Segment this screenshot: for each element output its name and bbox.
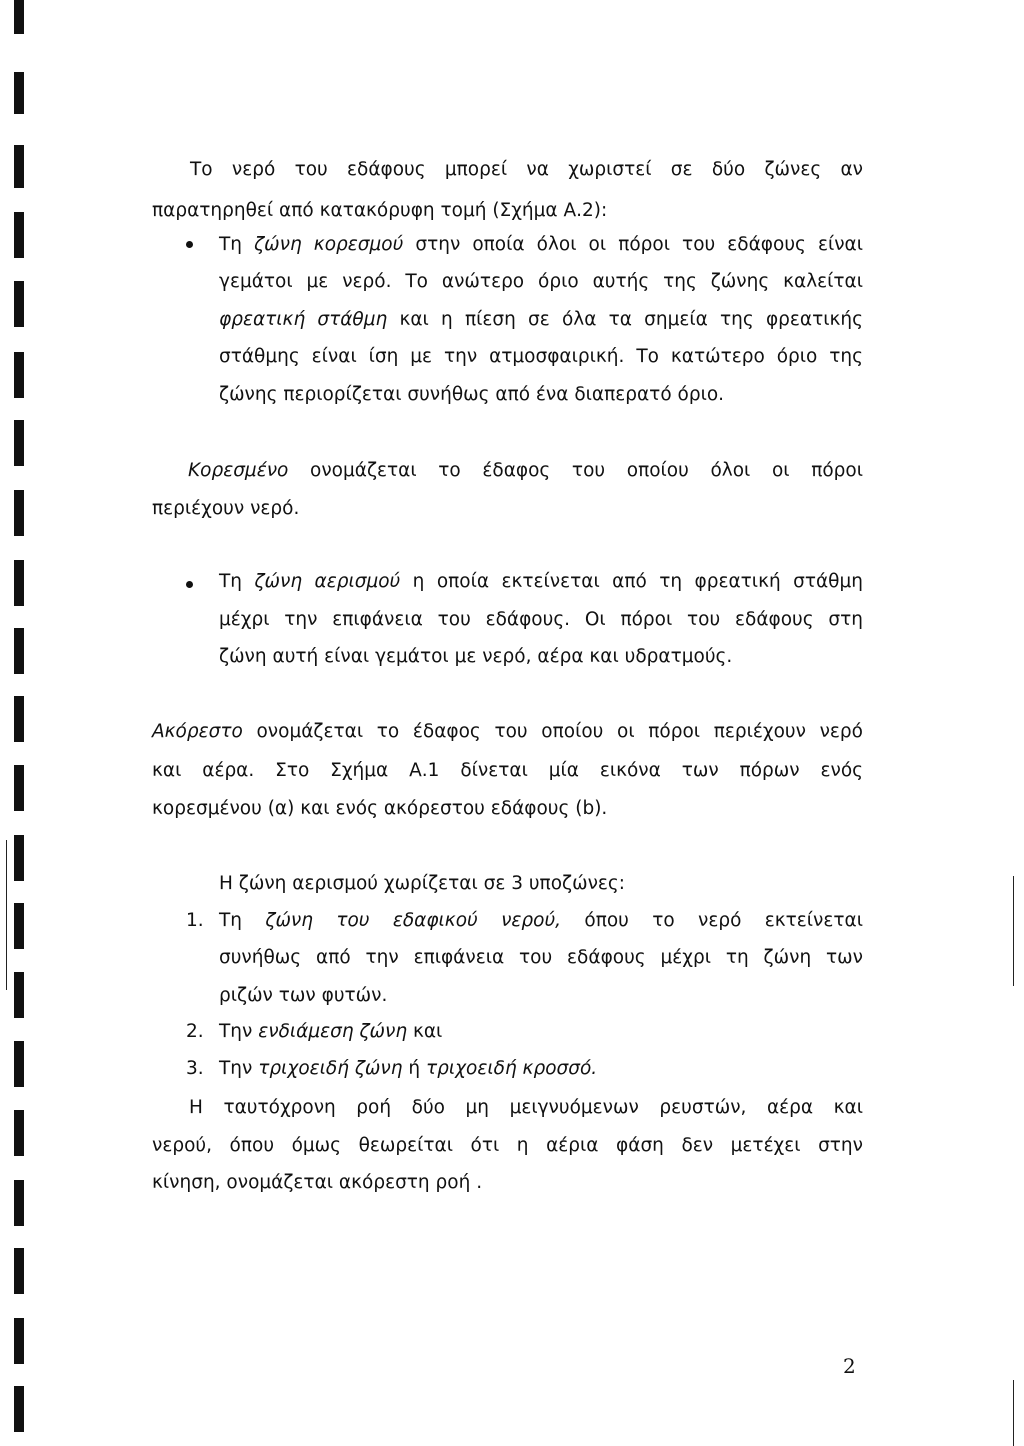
bullet-aeration-line: μέχρι την επιφάνεια του εδάφους. Οι πόροι του εδάφους στη	[219, 609, 863, 630]
paragraph-saturated-line: περιέχουν νερό.	[152, 498, 300, 519]
bullet-saturation-line: φρεατική στάθμη και η πίεση σε όλα τα σημεία της φρεατικής	[219, 309, 863, 330]
paragraph-unsaturated-flow-line: κίνηση, ονομάζεται ακόρεστη ροή .	[152, 1172, 483, 1193]
list-item-soil-water: ριζών των φυτών.	[219, 985, 388, 1006]
binding-mark	[14, 1180, 24, 1226]
paragraph-unsaturated-line: Ακόρεστο ονομάζεται το έδαφος του οποίου οι πόροι περιέχουν νερό	[152, 721, 863, 742]
bullet-saturation-line: ζώνης περιορίζεται συνήθως από ένα διαπερατό όριο.	[219, 384, 725, 405]
list-item-soil-water: συνήθως από την επιφάνεια του εδάφους μέχρι τη ζώνη των	[219, 947, 863, 968]
binding-mark	[14, 281, 24, 327]
binding-mark	[14, 1041, 24, 1087]
list-item-intermediate: Την ενδιάμεση ζώνη και	[219, 1021, 443, 1042]
list-item-capillary: Την τριχοειδή ζώνη ή τριχοειδή κροσσό.	[219, 1058, 598, 1079]
binding-mark	[14, 72, 24, 114]
bullet-icon	[186, 581, 193, 588]
binding-mark	[14, 628, 24, 674]
paragraph-unsaturated-flow-line: νερού, όπου όμως θεωρείται ότι η αέρια φάση δεν μετέχει στην	[152, 1135, 863, 1156]
binding-mark	[14, 490, 24, 536]
list-number: 2.	[186, 1021, 204, 1042]
binding-mark	[14, 1318, 24, 1364]
term-capillary-fringe: τριχοειδή κροσσό.	[425, 1058, 598, 1079]
binding-mark	[14, 835, 24, 881]
bullet-saturation-line: γεμάτοι με νερό. Το ανώτερο όριο αυτής της ζώνης καλείται	[219, 271, 863, 292]
paragraph-intro-line: παρατηρηθεί από κατακόρυφη τομή (Σχήμα Α.2):	[152, 200, 608, 221]
binding-mark	[14, 903, 24, 949]
paragraph-subzones-intro: Η ζώνη αερισμού χωρίζεται σε 3 υποζώνες:	[219, 873, 625, 894]
term-capillary-zone: τριχοειδή ζώνη	[258, 1058, 403, 1079]
bullet-saturation-line: στάθμης είναι ίση με την ατμοσφαιρική. Το κατώτερο όριο της	[219, 346, 863, 367]
binding-mark	[14, 0, 24, 34]
paragraph-unsaturated-line: και αέρα. Στο Σχήμα Α.1 δίνεται μία εικόνα των πόρων ενός	[152, 760, 863, 781]
bullet-aeration-line: ζώνη αυτή είναι γεμάτοι με νερό, αέρα και υδρατμούς.	[219, 646, 733, 667]
scan-edge-line	[1013, 876, 1014, 986]
paragraph-intro-line: Το νερό του εδάφους μπορεί να χωριστεί σε δύο ζώνες αν	[190, 159, 863, 180]
term-unsaturated: Ακόρεστο	[152, 721, 243, 742]
binding-mark	[14, 352, 24, 398]
binding-mark	[14, 1248, 24, 1294]
list-number: 1.	[186, 910, 204, 931]
term-water-table: φρεατική στάθμη	[219, 309, 388, 330]
paragraph-saturated-line: Κορεσμένο ονομάζεται το έδαφος του οποίου όλοι οι πόροι	[188, 460, 863, 481]
list-number: 3.	[186, 1058, 204, 1079]
binding-mark	[14, 696, 24, 742]
scan-edge-line	[6, 840, 7, 990]
scan-edge-line	[1013, 1380, 1014, 1446]
term-intermediate-zone: ενδιάμεση ζώνη	[258, 1021, 408, 1042]
bullet-icon	[186, 241, 193, 248]
term-aeration-zone: ζώνη αερισμού	[254, 571, 401, 592]
page-number: 2	[843, 1354, 856, 1378]
binding-mark	[14, 765, 24, 811]
binding-mark	[14, 1110, 24, 1156]
term-saturation-zone: ζώνη κορεσμού	[254, 234, 404, 255]
paragraph-unsaturated-flow-line: Η ταυτόχρονη ροή δύο μη μειγνυόμενων ρευστών, αέρα και	[189, 1097, 863, 1118]
binding-mark	[14, 972, 24, 1018]
binding-mark	[14, 1386, 24, 1432]
term-soil-water-zone: ζώνη του εδαφικού νερού,	[265, 910, 562, 931]
binding-mark	[14, 420, 24, 466]
bullet-aeration-line: Τη ζώνη αερισμού η οποία εκτείνεται από τη φρεατική στάθμη	[219, 571, 863, 592]
list-item-soil-water: Τη ζώνη του εδαφικού νερού, όπου το νερό εκτείνεται	[219, 910, 863, 931]
bullet-saturation-line: Τη ζώνη κορεσμού στην οποία όλοι οι πόροι του εδάφους είναι	[219, 234, 864, 255]
binding-mark	[14, 212, 24, 258]
paragraph-unsaturated-line: κορεσμένου (α) και ενός ακόρεστου εδάφους (b).	[152, 798, 608, 819]
term-saturated: Κορεσμένο	[188, 460, 289, 481]
binding-mark	[14, 145, 24, 188]
binding-mark	[14, 560, 24, 606]
